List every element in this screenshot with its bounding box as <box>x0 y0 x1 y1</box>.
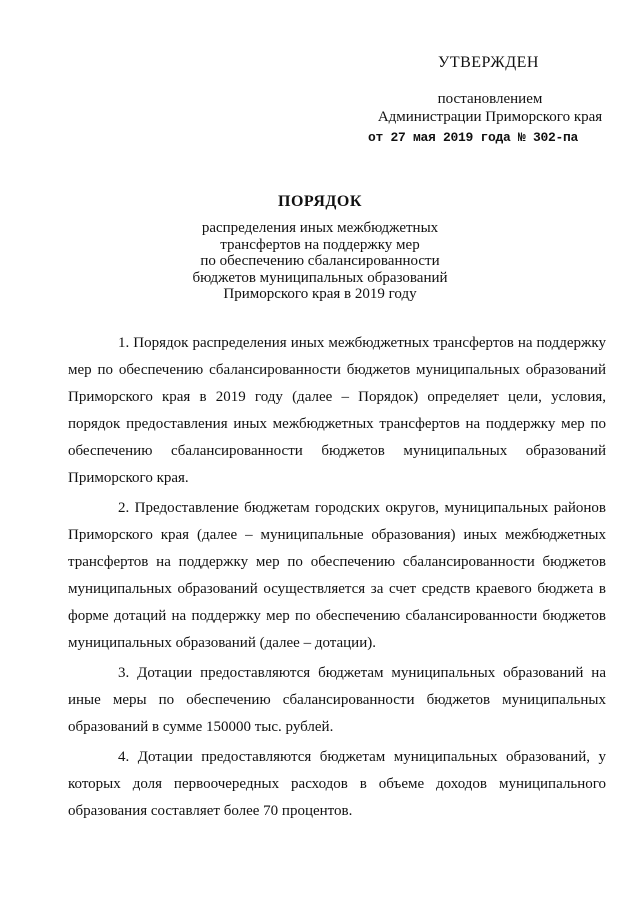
approval-stamp-heading: УТВЕРЖДЕН <box>438 54 539 71</box>
document-subtitle <box>150 220 490 303</box>
paragraph-4: 4. Дотации предоставляются бюджетам муниципальных образований, у которых доля первоочередных расходов в объеме доходов муниципального образования составляет более 70 процентов. <box>68 749 606 819</box>
paragraph-1: 1. Порядок распределения иных межбюджетных трансфертов на поддержку мер по обеспечению сбалансированности бюджетов муниципальных образований Приморского края в 2019 году (далее – Порядок) определяет цели, условия, порядок предоставления иных межбюджетных трансфертов на поддержку мер по обеспечению сбалансированности бюджетов муниципальных образований Приморского края. <box>68 335 606 486</box>
document-body <box>68 330 606 828</box>
subtitle-line: бюджетов муниципальных образований <box>192 269 448 286</box>
subtitle-line: по обеспечению сбалансированности <box>200 253 440 269</box>
resolution-line-1: постановлением <box>437 91 543 107</box>
subtitle-line: распределения иных межбюджетных <box>201 220 439 236</box>
paragraph-3: 3. Дотации предоставляются бюджетам муниципальных образований на иные меры по обеспечению сбалансированности бюджетов муниципальных образований в сумме 150000 тыс. рублей. <box>68 665 606 735</box>
document-title: ПОРЯДОК <box>278 193 362 210</box>
paragraph-2: 2. Предоставление бюджетам городских округов, муниципальных районов Приморского края (далее – муниципальные образования) иных межбюджетных трансфертов на поддержку мер по обеспечению сбалансированности бюджетов муниципальных образований осуществляется за счет средств краевого бюджета в форме дотаций на поддержку мер по обеспечению сбалансированности бюджетов муниципальных образований (далее – дотации). <box>68 500 606 651</box>
subtitle-line: Приморского края в 2019 году <box>223 286 417 302</box>
resolution-reference <box>370 90 610 126</box>
subtitle-line: трансфертов на поддержку мер <box>220 236 420 253</box>
resolution-line-2: Администрации Приморского края <box>377 109 603 125</box>
resolution-date-number: от 27 мая 2019 года № 302-па <box>368 130 579 145</box>
